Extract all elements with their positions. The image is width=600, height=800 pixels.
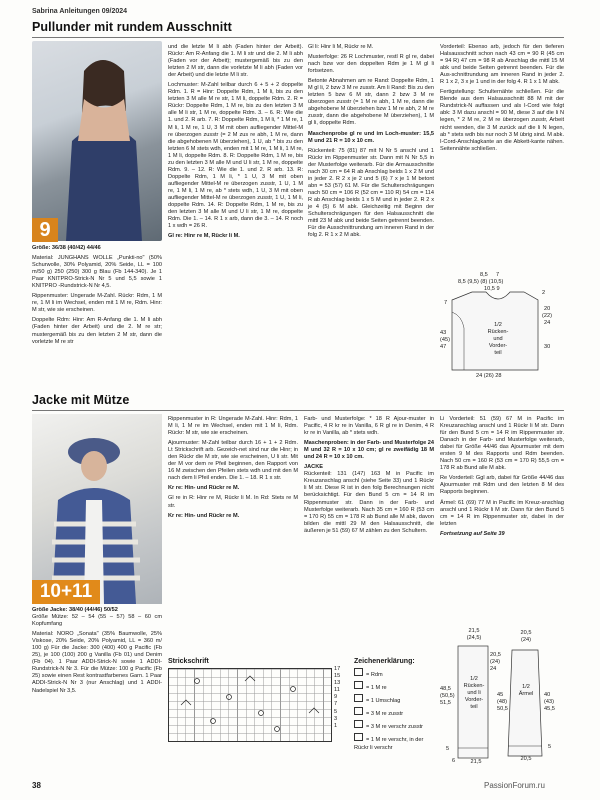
gl-re-rd-text: Gl re in R: Hinr re M, Rückr li M. In Rd: Stets re M str.	[168, 495, 298, 509]
jd-val: 21,5	[470, 759, 482, 765]
re-vorderteil-text: Re Vorderteil: Ggl arb, dabei für Größe 44/46 das Ajourmuster mit Rdm und den letzten 8 M des Rapports beginnen.	[440, 475, 564, 496]
diag-label: 30	[544, 344, 551, 350]
material2-text: Material: NORO „Sonata" (35% Baumwolle, 25% Viskose, 20% Seide, 20% Polyamid, LL = 360 m/ 100 g) Für die Jacke: 300 (400) 400 g Pacific (Fb 25), je 100 (100) 200 g Vanilla (Fb 01) und Denim (Fb 04). 1 Paar ADDI-Strick-N sowie 1 ADDI-Rundstrick-N Nr 3. Für die Mütze: 100 g Pacific (Fb 25) sowie einen Rest kontrastfarbenes Garn. 1 Paar ADDI-Strick-N Nr 3 (nur Anschlag) und 1 ADDI-Nadelspiel Nr 3,5.	[32, 631, 162, 694]
diag-label: 8,5 (9,5) (8) (10,5)	[458, 279, 504, 285]
pattern-number-badge: 9	[32, 218, 58, 242]
jd-top	[462, 628, 486, 642]
sleeve-label	[512, 684, 540, 698]
jd-val: (43)	[544, 699, 554, 706]
li-vorderteil-text: Li Vorderteil: 51 (59) 67 M in Pacific im Kreuzanschlag anschl und 1 Rückr li M str. Dann für den Bund 5 cm = 14 R im Rippenmuster str. Danach in der Farb- und Musterfolge weiterarb, dabei für Größe 44/46 das Ajourmuster mit dem ersten 9 M des Rapports und Rdm beenden. Nach 50 cm = 160 R (53 cm = 170 R) 55,5 cm = 178 R ab Bund alle M abk.	[440, 416, 564, 472]
jd-val: 45	[497, 692, 504, 698]
chart-row-number: 13	[334, 680, 341, 687]
kr-re-text-2: Kr re: Hin- und Rückr re M.	[168, 512, 240, 519]
farbfolge-text: Farb- und Musterfolge: * 18 R Ajour-muster in Pacific, 4 R kr re in Vanilla, 6 R gl re in Denim, 4 R kr re in Vanilla, ab * stets wdh.	[304, 416, 434, 437]
aermel-text: Ärmel: 61 (69) 77 M in Pacific im Kreuz-anschlag anschl und 1 Rückr li M str. Dann für den Bund 5 cm = 14 R im Rippenmuster str, dabei in der letzten	[440, 499, 564, 527]
sleeve-bottom	[512, 756, 540, 763]
sleeve-label-line: 1/2	[522, 684, 530, 690]
model-silhouette-icon	[32, 41, 162, 241]
chart-row-number: 7	[334, 701, 338, 708]
legend-item: = Rdm	[366, 672, 383, 678]
rippenmuster-text: Rippenmuster: Ungerade M-Zahl. Rückr: Rdm, 1 M re, 1 M li im Wechsel, enden mit 1 M re, Rdm. Hinr: M str, wie sie erscheinen.	[32, 293, 162, 314]
sleeve-left	[497, 692, 508, 713]
section1-col4	[440, 44, 564, 156]
chart-row-number: 15	[334, 673, 341, 680]
section2-col1	[32, 607, 162, 698]
diag-center-line: 1/2	[494, 322, 502, 328]
diag-label: 7	[444, 300, 448, 306]
jd-val: 51,5	[440, 700, 451, 707]
watermark-text: PassionForum.ru	[484, 781, 545, 790]
jd-body-line: und li	[467, 690, 481, 697]
jd-left	[440, 686, 455, 707]
jd-val: 5	[548, 744, 552, 750]
legend-item: = 1 M re	[366, 685, 387, 692]
maschenproben-text: Maschenproben: in der Farb- und Musterfolge 24 M und 32 R = 10 x 10 cm; gl re zweifädig 18 M und 24 R = 10 x 10 cm.	[304, 440, 434, 461]
jd-val: 20,5	[490, 652, 501, 658]
jd-val: 45,5	[544, 706, 555, 713]
legend-item: = 1 M re verschr, in der Rückr li verschr	[354, 737, 424, 751]
diag-center-line: Vorder-	[488, 343, 508, 350]
pattern-number-badge-2: 10+11	[32, 580, 100, 604]
size-jacke-text: Größe Jacke: 38/40 (44/46) 50/52	[32, 607, 118, 613]
section2-col3	[304, 416, 434, 538]
jd-body-line: 1/2	[470, 676, 478, 682]
jd-val: (48)	[497, 699, 507, 706]
chart-title: Strickschrift	[168, 658, 209, 665]
jd-val: 50,5	[497, 706, 508, 713]
legend-swatch-icon	[354, 720, 363, 728]
col2-p1: und die letzte M li abh (Faden hinter der Arbeit). Rückr: Am R-Anfang die 1. M li str und die 2. M li abh (Faden vor der Arbeit); mustergemäß bis zu den letzten 2 M str, dann die vorletzte M li abh (Faden vor der Arbeit) und die letzte M li str.	[168, 44, 303, 79]
section2-col4	[440, 416, 564, 541]
section2-title: Jacke mit Mütze	[32, 393, 130, 407]
jd-val: (24)	[521, 637, 531, 644]
rippen2-text: Rippenmuster in R: Ungerade M-Zahl. Hinr: Rdm, 1 M li, 1 M re im Wechsel, enden mit 1 M li, Rdm. Rückr: M str, wie sie erscheinen.	[168, 416, 298, 437]
section1-col3	[308, 44, 434, 242]
legend-title: Zeichenerklärung:	[354, 658, 415, 665]
diag-label: 24	[544, 320, 551, 326]
legend-swatch-icon	[354, 694, 363, 702]
jd-val: 5	[446, 746, 450, 752]
jd-val: (50,5)	[440, 693, 455, 700]
jacke-heading: JACKE	[304, 464, 323, 471]
diag-label: (45)	[440, 337, 450, 343]
diag-label: 7	[496, 272, 500, 278]
legend-swatch-icon	[354, 668, 363, 676]
sleeve-right	[544, 692, 555, 713]
chart-row-number: 11	[334, 687, 340, 694]
doppelte-rdm-text: Doppelte Rdm: Hinr: Am R-Anfang die 1. M li abh (Faden hinter der Arbeit) und die 2. M re str; mustergemäß bis zu den letzten 2 M str, dann die vorletzte M re str	[32, 317, 162, 345]
ajourmuster-text: Ajourmuster: M-Zahl teilbar durch 16 + 1 + 2 Rdm. Lt Strickschrift arb. Gezeich-net sind nur die Hinr; in den Rückr die M str, wie sie erscheinen, U li str. Mit der M vor dem re Pfeil beginnen, den Rapport von 16 M zwischen den Pfeilen stets wdh und mit den M nach dem li Pfeil enden. Die 1. – 18. R 1 x str.	[168, 440, 298, 482]
jd-right	[490, 652, 501, 673]
chart-row-number: 5	[334, 708, 338, 715]
abnahmen-text: Betonte Abnahmen am re Rand: Doppelte Rdm, 1 M gl li, 2 bzw 3 M re zusstr. Am li Rand: Bis zu den letzten 5 bzw 6 M str, dann 2 bzw 3 M re überzogen zusstr (= 1 M re abh, 1 M re, dann die abgehobene M überziehen bzw 1 M re abh, 2 M re zusstr, dann die abgehobene M überziehen), 1 M gl li, doppelte Rdm.	[308, 78, 434, 127]
sleeve-label-line: Ärmel	[518, 691, 534, 698]
magazine-header: Sabrina Anleitungen 09/2024	[32, 8, 128, 15]
jd-val: (24,5)	[466, 635, 482, 642]
legend-item: = 3 M re verschr zusstr	[366, 724, 424, 731]
musterfolge-text: Musterfolge: 26 R Lochmuster, restl R gl re, dabei nach bzw vor den doppelten Rdm je 1 M gl li fortsetzen.	[308, 54, 434, 75]
diag-label: 24 (26) 28	[476, 373, 502, 379]
diag-label: 20	[544, 306, 551, 312]
section1-col2	[168, 44, 303, 243]
fertigstellung-text: Fertigstellung: Schulternähte schließen. Für die Blende aus dem Halsausschnitt 88 M mit der Rundstrick-N auffassen und als I-Cord wie folgt abk: 3 M dazu anschl = 90 M, diese 3 auf die li N legen, * 2 M re, 2 M re überzogen zusstr, Arbeit nicht wenden, die 3 M zurück auf die li N legen, ab * stets wdh bis nur noch 3 M übrig sind. M abk. I-Cord-Anschlagkante an die Abkett-kante nähen. Seitennähte schließen.	[440, 89, 564, 152]
jd-val: 40	[544, 692, 551, 698]
jd-bottom	[462, 759, 490, 766]
strickschrift-chart	[168, 668, 332, 742]
diag-center-line: Rücken-	[487, 329, 509, 336]
diag-label: 47	[440, 344, 447, 350]
pullover-schematic	[440, 272, 564, 382]
kr-re-text: Kr re: Hin- und Rückr re M.	[168, 485, 240, 492]
section2-rule	[32, 410, 564, 411]
jd-body-label	[460, 676, 488, 711]
section1-title: Pullunder mit rundem Ausschnitt	[32, 20, 232, 34]
lochmuster-text: Lochmuster: M-Zahl teilbar durch 6 + 5 + 2 doppelte Rdm. 1. R = Hinr: Doppelte Rdm, 1 M li, bis zu den letzten 3 M alle M re str, 1 M li, doppelte Rdm. 2. R = Rückr: Doppelte Rdm, 1 M re, bis zu den letzten 3 M alle M li str, 1 M re, doppelte Rdm. 3. – 6. R: Wie die 1. und 2. R arb. 7. R: Doppelte Rdm, 1 M li, * 1 M re, 1 M li, 1 M re, 1 U, 3 M mit oben aufliegender Mittel-M re überzogen zusstr (= 2 M zus re abh, 1 M re, dann die abgehobenen M überziehen), 1 U, ab * bis zu den letzten 6 M stets wdh, enden mit 1 M re, 1 M li, 1 M re, 1 M li, doppelte Rdm. 8. R: Doppelte Rdm, 1 M re, bis zu den letzten 3 M alle M und U li str, 1 M re, doppelte Rdm. 9. – 12. R: Wie die 1. und 2. R arb. 13. R: Doppelte Rdm, 1 M li, * 1 U, 3 M mit oben aufliegender Mittel-M re überzogen zusstr, 1 U, 1 M re, 1 M li, 1 M re, ab * stets wdh, 1 U, 3 M mit oben aufliegender Mittel-M re überzogen zusstr, 1 U, 1 M li, doppelte Rdm. 14. R: Doppelte Rdm, 1 M re, bis zu den letzten 3 M alle M und U li str, 1 M re, doppelte Rdm. Die 1. – 14. R 1 x arb, dann die 3. – 14. R noch 1 x wdh = 26 R.	[168, 82, 303, 230]
size-muetze-text: Größe Mütze: 52 – 54 (55 – 57) 58 – 60 cm Kopfumfang	[32, 614, 162, 628]
jd-body-line: teil	[470, 704, 478, 711]
legend-swatch-icon	[354, 733, 363, 741]
legend-list	[354, 668, 436, 752]
jd-body-line: Vorder-	[464, 697, 484, 704]
jd-body-line: Rücken-	[463, 683, 485, 690]
jd-val: 48,5	[440, 686, 451, 692]
jd-val: 6	[452, 758, 456, 764]
jd-val: 24	[490, 666, 497, 673]
chart-row-number: 1	[334, 722, 338, 729]
diag-label: 10,5 9	[484, 286, 500, 292]
chart-row-number: 17	[334, 666, 341, 672]
jd-val: 20,5	[520, 630, 532, 636]
diag-center-line: teil	[494, 350, 502, 357]
section1-rule	[32, 37, 564, 38]
chart-row-number: 3	[334, 715, 338, 722]
diag-center-label	[478, 322, 518, 357]
jacket-photo	[32, 414, 162, 604]
diag-label: 8,5	[480, 272, 488, 278]
diag-center-line: und	[493, 336, 503, 343]
jacket-schematic	[440, 628, 564, 768]
jd-val: 21,5	[468, 628, 480, 634]
vorderteil-text: Vorderteil: Ebenso arb, jedoch für den tieferen Halsausschnitt schon nach 43 cm = 90 R (45 cm = 94 R) 47 cm = 98 R ab Anschlag die mittl 15 M abk und beide Seiten getrennt beenden. Für die Aus-schnittrundung am inneren Rand in jeder 2. R 1 x 2, 3 x je 1 und in der folg 4. R 1 x 1 M abk.	[440, 44, 564, 86]
pullover-photo	[32, 41, 162, 241]
diag-label: 2	[542, 290, 546, 296]
size-text: Größe: 36/38 (40/42) 44/46	[32, 245, 101, 251]
section2-col2	[168, 416, 298, 523]
rueckenteil2-text: Rückenteil: 131 (147) 163 M in Pacific im Kreuzanschlag anschl (siehe Seite 33) und 1 Rückr li M str. Diese R ist in den folg Berechnungen nicht berücksichtigt. Für den Bund 5 cm = 14 R im Rippenmuster str. Dann in der Farb- und Musterfolge weiterarb. Nach 35 cm = 160 R (53 cm = 170 R) 55 cm = 178 R ab Bund alle M abk, davon bilden die mittl 29 M den Halsausschnitt, die äußeren je 51 (59) 67 M zählen zu den Schultern.	[304, 471, 434, 534]
sleeve-top	[514, 630, 538, 644]
continued-text: Fortsetzung auf Seite 39	[440, 530, 505, 537]
rueckenteil-text: Rückenteil: 75 (81) 87 mit N Nr 5 anschl und 1 Rückr im Rippenmuster str. Dann mit N Nr 5,5 in der Musterfolge weiterarb. Für die Armausschnitte nach 30 cm = 64 R ab Anschlag beids 1 x 2 M und in jeder 2. R 2 x je 2 und 5 (6) 7 x je 1 M betont abn = 53 (57) 61 M. Für die Schulterschrägungen nach 50 cm = 106 R (52 cm = 110 R) 54 cm = 114 R ab Anschlag beids 1 x 5 M und in jeder 2. R 2 x je 4 (5) 6 M abk. Gleichzeitig mit Beginn der Schulterschrägungen für den Halsausschnitt die mittl 23 M abk und beide Seiten getrennt beenden. Für die Ausschnittrundung am inneren Rand in der folg 2. R 1 x 2 M abk.	[308, 147, 434, 239]
jd-val: 20,5	[520, 756, 532, 762]
gl-re-text: Gl re: Hinr re M, Rückr li M.	[168, 233, 240, 240]
diag-label: 43	[440, 330, 447, 336]
chart-symbols	[169, 669, 331, 741]
legend-swatch-icon	[354, 707, 363, 715]
legend-swatch-icon	[354, 681, 363, 689]
maschenprobe-text: Maschenprobe gl re und im Loch-muster: 15,5 M und 21 R = 10 x 10 cm.	[308, 130, 434, 144]
page-number: 38	[32, 781, 41, 790]
jd-val: (24)	[490, 659, 500, 666]
chart-row-numbers	[334, 666, 348, 730]
section1-col1	[32, 245, 162, 349]
legend-item: = 3 M re zusstr	[366, 711, 404, 718]
chart-row-number: 9	[334, 694, 338, 701]
material-text: Material: JUNGHANS WOLLE „Punkti-no" (50% Schurwolle, 30% Polyamid, 20% Seide, LL = 100 m/50 g) 250 (250) 300 g Blau (Fb 144-340). Je 1 Paar KNITPRO-Strick-N Nr 5 und 5,5 sowie 1 KNITPRO -Rundstrick-N Nr 4,5.	[32, 255, 162, 290]
model-jacket-icon	[32, 414, 162, 604]
legend-item: = 1 Umschlag	[366, 698, 401, 705]
diag-label: (22)	[542, 313, 552, 319]
gl-li-text: Gl li: Hinr li M, Rückr re M.	[308, 44, 374, 50]
